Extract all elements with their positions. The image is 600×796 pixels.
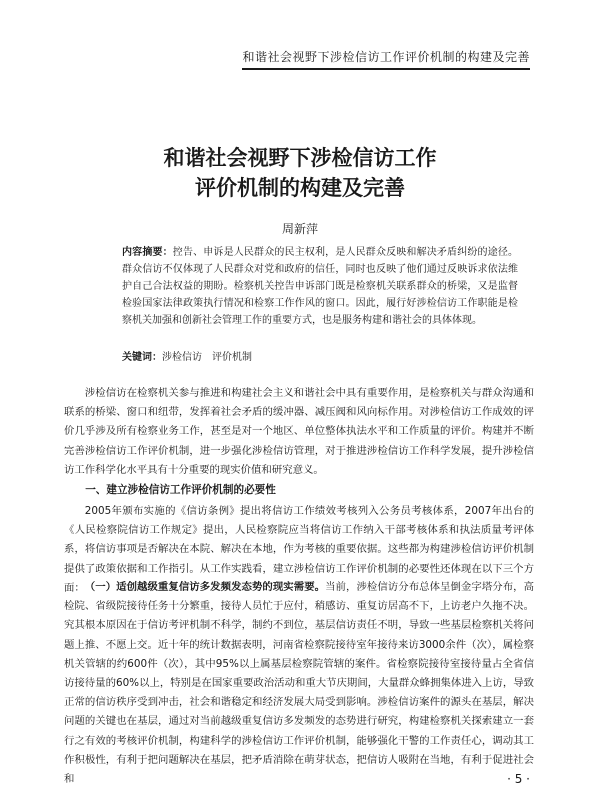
keywords — [122, 348, 518, 363]
abstract-text: 控告、申诉是人民群众的民主权利，是人民群众反映和解决矛盾纠纷的途径。群众信访不仅体现了人民群众对党和政府的信任，同时也反映了他们通过反映诉求依法维护自己合法权益的期盼。检察机关控告申诉部门既是检察机关联系群众的桥梁，又是监督检验国家法律政策执行情况和检察工作作风的窗口。因此，履行好涉检信访工作职能是检察机关加强和创新社会管理工作的重要方式，也是服务构建和谐社会的具体体现。 — [122, 247, 519, 326]
article-title — [0, 143, 600, 203]
keywords-text: 涉检信访 评价机制 — [162, 352, 252, 363]
title-line-2: 评价机制的构建及完善 — [195, 175, 405, 200]
subpoint-1 — [64, 578, 534, 789]
subpoint-1-text: 当前，涉检信访分布总体呈倒金字塔分布，高检院、省级院接待任务十分繁重，接待人员忙于应付，稍感访、重复访居高不下，上访老户久拖不决。究其根本原因在于信访考评机制不科学，制约不到位，基层信访责任不明，导致一些基层检察机关将问题上推、不愿上交。近十年的统计数据表明，河南省检察院接待室年接待来访3000余件（次），属检察机关管辖的约600件（次），其中95%以上属基层检察院管辖的案件。省检察院接待室接待量占全省信访接待量的60%以上，特别是在国家重要政治活动和重大节庆期间，大量群众蜂拥集体进入上访，导致正常的信访秩序受到冲击，社会和谐稳定和经济发展大局受到影响。涉检信访案件的源头在基层，解决问题的关键也在基层，通过对当前越级重复信访多发频发的态势进行研究，构建检察机关探索建立一套行之有效的考核评价机制，构建科学的涉检信访工作评价机制，能够强化干警的工作责任心，调动其工作积极性，有利于把问题解决在基层，把矛盾消除在萌芽状态，把信访人吸附在当地，有利于促进社会和 — [64, 581, 535, 786]
intro-section — [64, 384, 534, 480]
section-1-paragraph: 2005年颁布实施的《信访条例》提出将信访工作绩效考核列入公务员考核体系，2007年出台的《人民检察院信访工作规定》提出，人民检察院应当将信访工作纳入干部考核体系和执法质量考评体系，将信访事项是否解决在本院、解决在本地，作为考核的重要依据。这些都为构建涉检信访评价机制提供了政策依据和工作指引。从工作实践看，建立涉检信访工作评价机制的必要性还体现在以下三个方面： — [64, 505, 534, 594]
intro-paragraph: 涉检信访在检察机关参与推进和构建社会主义和谐社会中具有重要作用，是检察机关与群众沟通和联系的桥梁、窗口和纽带，发挥着社会矛盾的缓冲器、减压阀和风向标作用。对涉检信访工作成效的评价几乎涉及所有检察业务工作，甚至是对一个地区、单位整体执法水平和工作质量的评价。构建并不断完善涉检信访工作评价机制，进一步强化涉检信访管理，对于推进涉检信访工作科学发展，提升涉检信访工作科学化水平具有十分重要的现实价值和研究意义。 — [64, 387, 534, 476]
running-header: 和谐社会视野下涉检信访工作评价机制的构建及完善 — [242, 48, 530, 70]
subpoint-1-paragraph — [64, 578, 534, 789]
keywords-label: 关键词： — [122, 352, 162, 363]
page-number: · 5 · — [507, 772, 530, 786]
abstract — [122, 244, 518, 329]
title-line-1: 和谐社会视野下涉检信访工作 — [163, 145, 437, 170]
author-name: 周新萍 — [281, 222, 318, 236]
section-heading: 一、建立涉检信访工作评价机制的必要性 — [85, 484, 276, 496]
abstract-label: 内容摘要： — [122, 247, 173, 258]
subpoint-1-label: （一）适创越级重复信访多发频发态势的现实需要。 — [84, 581, 326, 593]
